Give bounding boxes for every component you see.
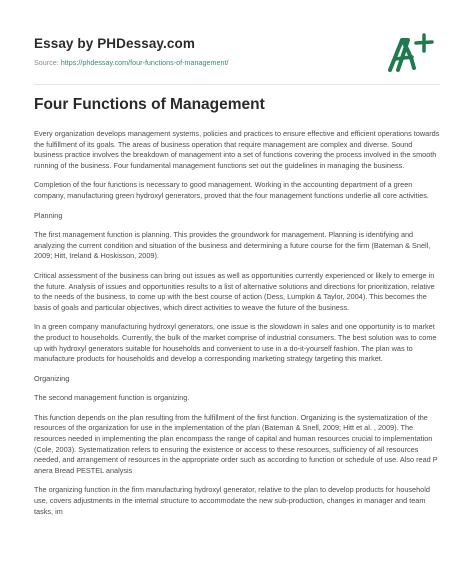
page-title: Four Functions of Management [34, 96, 265, 113]
paragraph: Every organization develops management systems, policies and practices to ensure effective and efficient operations towards the fulfillment of its goals. The areas of business operation that require management are complex and diverse. Sound business practice involves the breakdown of management into a set of functions covering the process involved in the smooth running of the business. Four fundamental management functions set out the guidelines in managing the business. [34, 129, 440, 170]
paragraph: The first management function is planning. This provides the groundwork for management. Planning is identifying and analyzing the current condition and situation of the business and determining a future course for the firm (Bateman & Snell, 2009; Hitt, Ireland & Hoskisson, 2009). [34, 230, 431, 261]
paragraph: Completion of the four functions is necessary to good management. Working in the accounting department of a green company, manufacturing green hydroxyl generators, proved that the four management functions underlie all core activities. [34, 180, 429, 200]
paragraph: In a green company manufacturing hydroxyl generators, one issue is the slowdown in sales and one opportunity is to market the product to households. Currently, the bulk of the market comprise of industrial consumers. The best solution was to come up with hydroxyl generators suitable for households and convenient to use in a do-it-yourself fashion. The plan was to manufacture products for households and develop a corresponding marketing strategy targeting this market. [34, 322, 437, 364]
paragraph: This function depends on the plan resulting from the fulfillment of the first function. Organizing is the systematization of the resources of the organization for use in the implementation of the plan (Bateman & Snell, 2009; Hitt et al. , 2009). The resources needed in implementing the plan encompass the range of capital and human resources crucial to implementation (Cole, 2003). Systematization refers to ensuring the existence or access to these resources, sufficiency of all resources needed, and arrangement of resources in the appropriate order such as according to function or schedule of use. Also read P anera Bread PESTEL analysis [34, 412, 438, 475]
source-label: Source: [34, 58, 59, 67]
paragraph: Critical assessment of the business can bring out issues as well as opportunities currently experienced or likely to emerge in the future. Analysis of issues and opportunities results to a list of alternative solutions and directions for prioritization, relative to the needs of the business, to come up with the best course of action (Dess, Lumpkin & Taylor, 2004). This becomes the basis of goals and particular objectives, which direct activities to weave the future of the business. [34, 270, 435, 312]
header-divider [34, 84, 440, 85]
source-link[interactable]: https://phdessay.com/four-functions-of-management/ [60, 58, 229, 67]
section-heading-planning: Planning [34, 210, 63, 220]
article-body [34, 129, 440, 526]
paragraph: The organizing function in the firm manufacturing hydroxyl generator, relative to the plan to develop products for household use, covers adjustments in the internal structure to accommodate the new sub-production, changes in manager and team tasks, im [34, 485, 430, 516]
page-header [0, 0, 474, 82]
brand-title: Essay by PHDessay.com [34, 36, 195, 51]
a-plus-logo-icon [384, 32, 436, 74]
source-line [34, 58, 228, 67]
paragraph: The second management function is organizing. [34, 393, 190, 403]
section-heading-organizing: Organizing [34, 373, 70, 383]
